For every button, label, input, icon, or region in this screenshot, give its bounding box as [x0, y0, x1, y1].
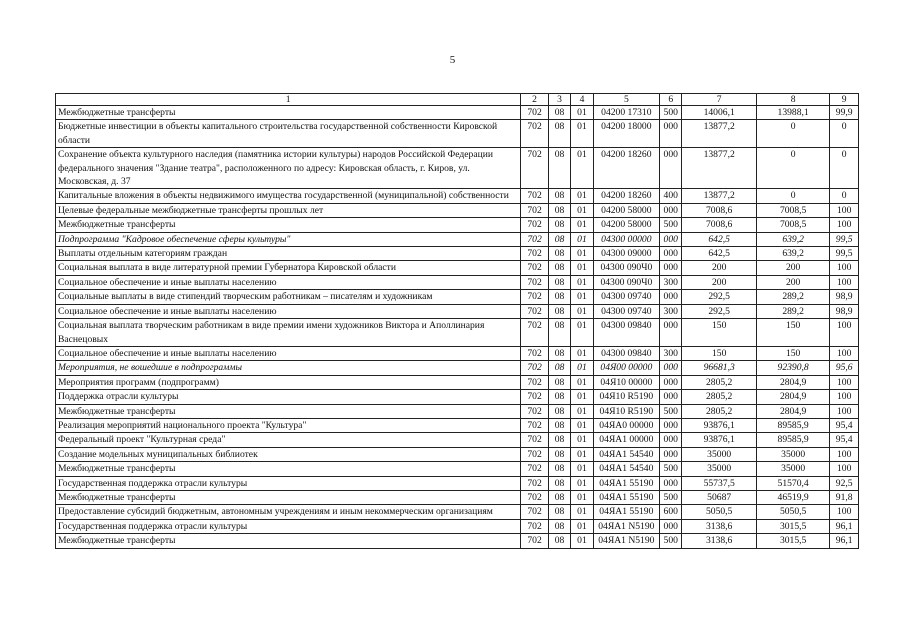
subsection-cell: 01	[571, 275, 593, 289]
subsection-cell: 01	[571, 476, 593, 490]
section-cell: 08	[548, 261, 570, 275]
budget-code-cell: 702	[521, 519, 549, 533]
subsection-cell: 01	[571, 290, 593, 304]
target-article-cell: 04Я10 00000	[593, 375, 659, 389]
section-cell: 08	[548, 361, 570, 375]
target-article-cell: 04Я10 R5190	[593, 404, 659, 418]
subsection-cell: 01	[571, 534, 593, 548]
subsection-cell: 01	[571, 261, 593, 275]
executed-amount-cell: 5050,5	[756, 505, 829, 519]
expense-type-cell: 500	[660, 490, 682, 504]
subsection-cell: 01	[571, 247, 593, 261]
expense-type-cell: 000	[660, 148, 682, 189]
budget-code-cell: 702	[521, 120, 549, 148]
percent-cell: 100	[830, 203, 859, 217]
planned-amount-cell: 96681,3	[682, 361, 756, 375]
target-article-cell: 04ЯА1 54540	[593, 462, 659, 476]
row-name-cell: Межбюджетные трансферты	[56, 462, 521, 476]
executed-amount-cell: 2804,9	[756, 390, 829, 404]
row-name-cell: Социальная выплата творческим работникам в виде премии имени художников Виктора и Аполлинария Васнецовых	[56, 319, 521, 347]
section-cell: 08	[548, 148, 570, 189]
row-name-cell: Мероприятия, не вошедшие в подпрограммы	[56, 361, 521, 375]
planned-amount-cell: 5050,5	[682, 505, 756, 519]
budget-code-cell: 702	[521, 189, 549, 203]
subsection-cell: 01	[571, 462, 593, 476]
expense-type-cell: 000	[660, 232, 682, 246]
table-row	[56, 462, 859, 476]
table-row	[56, 247, 859, 261]
expense-type-cell: 000	[660, 319, 682, 347]
section-cell: 08	[548, 346, 570, 360]
section-cell: 08	[548, 447, 570, 461]
executed-amount-cell: 0	[756, 148, 829, 189]
percent-cell: 96,1	[830, 519, 859, 533]
subsection-cell: 01	[571, 148, 593, 189]
executed-amount-cell: 89585,9	[756, 433, 829, 447]
subsection-cell: 01	[571, 505, 593, 519]
target-article-cell: 04200 18260	[593, 148, 659, 189]
row-name-cell: Государственная поддержка отрасли культуры	[56, 519, 521, 533]
expense-type-cell: 000	[660, 120, 682, 148]
target-article-cell: 04300 09740	[593, 290, 659, 304]
section-cell: 08	[548, 189, 570, 203]
table-row	[56, 232, 859, 246]
table-row	[56, 505, 859, 519]
target-article-cell: 04300 09740	[593, 304, 659, 318]
subsection-cell: 01	[571, 375, 593, 389]
table-row	[56, 418, 859, 432]
table-row	[56, 148, 859, 189]
target-article-cell: 04200 18260	[593, 189, 659, 203]
table-row	[56, 390, 859, 404]
executed-amount-cell: 289,2	[756, 304, 829, 318]
section-cell: 08	[548, 106, 570, 120]
table-row	[56, 404, 859, 418]
section-cell: 08	[548, 304, 570, 318]
column-header: 2	[521, 94, 549, 106]
budget-code-cell: 702	[521, 319, 549, 347]
planned-amount-cell: 14006,1	[682, 106, 756, 120]
planned-amount-cell: 2805,2	[682, 375, 756, 389]
subsection-cell: 01	[571, 319, 593, 347]
executed-amount-cell: 150	[756, 319, 829, 347]
target-article-cell: 04300 09000	[593, 247, 659, 261]
column-header: 6	[660, 94, 682, 106]
target-article-cell: 04200 18000	[593, 120, 659, 148]
subsection-cell: 01	[571, 304, 593, 318]
budget-code-cell: 702	[521, 346, 549, 360]
percent-cell: 98,9	[830, 304, 859, 318]
budget-code-cell: 702	[521, 275, 549, 289]
row-name-cell: Мероприятия программ (подпрограмм)	[56, 375, 521, 389]
executed-amount-cell: 13988,1	[756, 106, 829, 120]
percent-cell: 100	[830, 319, 859, 347]
section-cell: 08	[548, 418, 570, 432]
page-number: 5	[449, 54, 456, 66]
expense-type-cell: 300	[660, 304, 682, 318]
planned-amount-cell: 642,5	[682, 232, 756, 246]
budget-code-cell: 702	[521, 534, 549, 548]
budget-table	[55, 93, 859, 549]
row-name-cell: Выплаты отдельным категориям граждан	[56, 247, 521, 261]
target-article-cell: 04300 09840	[593, 346, 659, 360]
table-row	[56, 361, 859, 375]
percent-cell: 95,4	[830, 433, 859, 447]
subsection-cell: 01	[571, 519, 593, 533]
section-cell: 08	[548, 490, 570, 504]
executed-amount-cell: 51570,4	[756, 476, 829, 490]
executed-amount-cell: 7008,5	[756, 203, 829, 217]
percent-cell: 100	[830, 447, 859, 461]
target-article-cell: 04200 58000	[593, 218, 659, 232]
row-name-cell: Социальное обеспечение и иные выплаты населению	[56, 304, 521, 318]
expense-type-cell: 000	[660, 433, 682, 447]
percent-cell: 100	[830, 261, 859, 275]
expense-type-cell: 500	[660, 218, 682, 232]
section-cell: 08	[548, 462, 570, 476]
percent-cell: 100	[830, 346, 859, 360]
planned-amount-cell: 13877,2	[682, 189, 756, 203]
budget-code-cell: 702	[521, 247, 549, 261]
budget-code-cell: 702	[521, 433, 549, 447]
section-cell: 08	[548, 290, 570, 304]
table-row	[56, 490, 859, 504]
target-article-cell: 04Я10 R5190	[593, 390, 659, 404]
planned-amount-cell: 7008,6	[682, 218, 756, 232]
table-row	[56, 218, 859, 232]
table-row	[56, 447, 859, 461]
budget-code-cell: 702	[521, 476, 549, 490]
table-row	[56, 106, 859, 120]
table-row	[56, 319, 859, 347]
table-row	[56, 534, 859, 548]
table-row	[56, 304, 859, 318]
subsection-cell: 01	[571, 390, 593, 404]
table-row	[56, 375, 859, 389]
executed-amount-cell: 3015,5	[756, 519, 829, 533]
percent-cell: 100	[830, 404, 859, 418]
executed-amount-cell: 289,2	[756, 290, 829, 304]
subsection-cell: 01	[571, 232, 593, 246]
percent-cell: 95,4	[830, 418, 859, 432]
table-row	[56, 275, 859, 289]
expense-type-cell: 500	[660, 106, 682, 120]
expense-type-cell: 000	[660, 447, 682, 461]
budget-code-cell: 702	[521, 203, 549, 217]
executed-amount-cell: 200	[756, 261, 829, 275]
row-name-cell: Создание модельных муниципальных библиотек	[56, 447, 521, 461]
subsection-cell: 01	[571, 447, 593, 461]
executed-amount-cell: 639,2	[756, 247, 829, 261]
table-row	[56, 189, 859, 203]
table-row	[56, 261, 859, 275]
percent-cell: 0	[830, 120, 859, 148]
row-name-cell: Государственная поддержка отрасли культуры	[56, 476, 521, 490]
table-body	[56, 106, 859, 549]
section-cell: 08	[548, 375, 570, 389]
expense-type-cell: 500	[660, 404, 682, 418]
section-cell: 08	[548, 404, 570, 418]
planned-amount-cell: 13877,2	[682, 120, 756, 148]
row-name-cell: Межбюджетные трансферты	[56, 534, 521, 548]
target-article-cell: 04ЯА1 55190	[593, 476, 659, 490]
expense-type-cell: 400	[660, 189, 682, 203]
budget-code-cell: 702	[521, 404, 549, 418]
target-article-cell: 04300 00000	[593, 232, 659, 246]
percent-cell: 100	[830, 375, 859, 389]
target-article-cell: 04300 09840	[593, 319, 659, 347]
planned-amount-cell: 150	[682, 319, 756, 347]
planned-amount-cell: 3138,6	[682, 534, 756, 548]
executed-amount-cell: 46519,9	[756, 490, 829, 504]
subsection-cell: 01	[571, 404, 593, 418]
budget-code-cell: 702	[521, 418, 549, 432]
row-name-cell: Межбюджетные трансферты	[56, 490, 521, 504]
table-row	[56, 476, 859, 490]
planned-amount-cell: 13877,2	[682, 148, 756, 189]
executed-amount-cell: 92390,8	[756, 361, 829, 375]
section-cell: 08	[548, 433, 570, 447]
section-cell: 08	[548, 275, 570, 289]
expense-type-cell: 000	[660, 203, 682, 217]
planned-amount-cell: 3138,6	[682, 519, 756, 533]
budget-code-cell: 702	[521, 218, 549, 232]
expense-type-cell: 000	[660, 247, 682, 261]
planned-amount-cell: 200	[682, 261, 756, 275]
executed-amount-cell: 7008,5	[756, 218, 829, 232]
column-header: 4	[571, 94, 593, 106]
executed-amount-cell: 2804,9	[756, 375, 829, 389]
executed-amount-cell: 35000	[756, 462, 829, 476]
section-cell: 08	[548, 247, 570, 261]
target-article-cell: 04300 090Ч0	[593, 275, 659, 289]
table-row	[56, 290, 859, 304]
budget-code-cell: 702	[521, 106, 549, 120]
budget-code-cell: 702	[521, 148, 549, 189]
planned-amount-cell: 200	[682, 275, 756, 289]
percent-cell: 99,5	[830, 232, 859, 246]
section-cell: 08	[548, 120, 570, 148]
executed-amount-cell: 2804,9	[756, 404, 829, 418]
planned-amount-cell: 292,5	[682, 304, 756, 318]
column-header: 8	[756, 94, 829, 106]
expense-type-cell: 300	[660, 346, 682, 360]
budget-code-cell: 702	[521, 490, 549, 504]
planned-amount-cell: 2805,2	[682, 404, 756, 418]
target-article-cell: 04ЯА1 54540	[593, 447, 659, 461]
row-name-cell: Сохранение объекта культурного наследия (памятника истории культуры) народов Российской Федерации федерального значения "Здание театра", расположенного по адресу: Кировская область, г. Киров, ул. Московская, д. 37	[56, 148, 521, 189]
percent-cell: 96,1	[830, 534, 859, 548]
column-header: 5	[593, 94, 659, 106]
row-name-cell: Межбюджетные трансферты	[56, 218, 521, 232]
percent-cell: 98,9	[830, 290, 859, 304]
executed-amount-cell: 0	[756, 120, 829, 148]
expense-type-cell: 000	[660, 261, 682, 275]
expense-type-cell: 000	[660, 418, 682, 432]
planned-amount-cell: 35000	[682, 462, 756, 476]
section-cell: 08	[548, 519, 570, 533]
target-article-cell: 04ЯА1 00000	[593, 433, 659, 447]
table-row	[56, 203, 859, 217]
column-header: 1	[56, 94, 521, 106]
budget-code-cell: 702	[521, 505, 549, 519]
planned-amount-cell: 642,5	[682, 247, 756, 261]
budget-code-cell: 702	[521, 290, 549, 304]
row-name-cell: Социальное обеспечение и иные выплаты населению	[56, 275, 521, 289]
planned-amount-cell: 50687	[682, 490, 756, 504]
section-cell: 08	[548, 218, 570, 232]
row-name-cell: Подпрограмма "Кадровое обеспечение сферы культуры"	[56, 232, 521, 246]
row-name-cell: Социальные выплаты в виде стипендий творческим работникам – писателям и художникам	[56, 290, 521, 304]
section-cell: 08	[548, 203, 570, 217]
executed-amount-cell: 200	[756, 275, 829, 289]
budget-code-cell: 702	[521, 462, 549, 476]
table-row	[56, 433, 859, 447]
expense-type-cell: 000	[660, 361, 682, 375]
planned-amount-cell: 55737,5	[682, 476, 756, 490]
percent-cell: 95,6	[830, 361, 859, 375]
budget-code-cell: 702	[521, 304, 549, 318]
subsection-cell: 01	[571, 490, 593, 504]
percent-cell: 91,8	[830, 490, 859, 504]
executed-amount-cell: 0	[756, 189, 829, 203]
planned-amount-cell: 93876,1	[682, 433, 756, 447]
target-article-cell: 04300 090Ч0	[593, 261, 659, 275]
budget-code-cell: 702	[521, 375, 549, 389]
percent-cell: 99,5	[830, 247, 859, 261]
expense-type-cell: 000	[660, 390, 682, 404]
expense-type-cell: 600	[660, 505, 682, 519]
section-cell: 08	[548, 476, 570, 490]
column-header: 9	[830, 94, 859, 106]
executed-amount-cell: 89585,9	[756, 418, 829, 432]
percent-cell: 0	[830, 148, 859, 189]
column-header: 7	[682, 94, 756, 106]
executed-amount-cell: 35000	[756, 447, 829, 461]
section-cell: 08	[548, 319, 570, 347]
subsection-cell: 01	[571, 203, 593, 217]
executed-amount-cell: 3015,5	[756, 534, 829, 548]
row-name-cell: Целевые федеральные межбюджетные трансферты прошлых лет	[56, 203, 521, 217]
planned-amount-cell: 35000	[682, 447, 756, 461]
budget-code-cell: 702	[521, 361, 549, 375]
target-article-cell: 04ЯА1 N5190	[593, 519, 659, 533]
percent-cell: 99,9	[830, 106, 859, 120]
row-name-cell: Межбюджетные трансферты	[56, 106, 521, 120]
target-article-cell: 04200 58000	[593, 203, 659, 217]
subsection-cell: 01	[571, 120, 593, 148]
section-cell: 08	[548, 390, 570, 404]
expense-type-cell: 500	[660, 534, 682, 548]
target-article-cell: 04ЯА1 55190	[593, 490, 659, 504]
subsection-cell: 01	[571, 106, 593, 120]
target-article-cell: 04200 17310	[593, 106, 659, 120]
expense-type-cell: 000	[660, 375, 682, 389]
subsection-cell: 01	[571, 218, 593, 232]
subsection-cell: 01	[571, 346, 593, 360]
subsection-cell: 01	[571, 433, 593, 447]
expense-type-cell: 000	[660, 290, 682, 304]
row-name-cell: Бюджетные инвестиции в объекты капитального строительства государственной собственности Кировской области	[56, 120, 521, 148]
row-name-cell: Федеральный проект "Культурная среда"	[56, 433, 521, 447]
row-name-cell: Поддержка отрасли культуры	[56, 390, 521, 404]
row-name-cell: Социальное обеспечение и иные выплаты населению	[56, 346, 521, 360]
section-cell: 08	[548, 534, 570, 548]
row-name-cell: Предоставление субсидий бюджетным, автономным учреждениям и иным некоммерческим организациям	[56, 505, 521, 519]
budget-code-cell: 702	[521, 261, 549, 275]
section-cell: 08	[548, 505, 570, 519]
subsection-cell: 01	[571, 418, 593, 432]
subsection-cell: 01	[571, 361, 593, 375]
percent-cell: 100	[830, 218, 859, 232]
planned-amount-cell: 150	[682, 346, 756, 360]
subsection-cell: 01	[571, 189, 593, 203]
percent-cell: 100	[830, 505, 859, 519]
target-article-cell: 04ЯА1 N5190	[593, 534, 659, 548]
planned-amount-cell: 2805,2	[682, 390, 756, 404]
percent-cell: 100	[830, 275, 859, 289]
header-row	[56, 94, 859, 106]
executed-amount-cell: 150	[756, 346, 829, 360]
table-row	[56, 346, 859, 360]
row-name-cell: Социальная выплата в виде литературной премии Губернатора Кировской области	[56, 261, 521, 275]
table-row	[56, 519, 859, 533]
planned-amount-cell: 292,5	[682, 290, 756, 304]
section-cell: 08	[548, 232, 570, 246]
target-article-cell: 04Я00 00000	[593, 361, 659, 375]
target-article-cell: 04ЯА0 00000	[593, 418, 659, 432]
percent-cell: 100	[830, 390, 859, 404]
executed-amount-cell: 639,2	[756, 232, 829, 246]
expense-type-cell: 500	[660, 462, 682, 476]
budget-code-cell: 702	[521, 390, 549, 404]
percent-cell: 100	[830, 462, 859, 476]
percent-cell: 0	[830, 189, 859, 203]
column-header: 3	[548, 94, 570, 106]
planned-amount-cell: 93876,1	[682, 418, 756, 432]
row-name-cell: Межбюджетные трансферты	[56, 404, 521, 418]
row-name-cell: Капитальные вложения в объекты недвижимого имущества государственной (муниципальной) собственности	[56, 189, 521, 203]
table-row	[56, 120, 859, 148]
row-name-cell: Реализация мероприятий национального проекта "Культура"	[56, 418, 521, 432]
expense-type-cell: 000	[660, 476, 682, 490]
target-article-cell: 04ЯА1 55190	[593, 505, 659, 519]
budget-code-cell: 702	[521, 447, 549, 461]
percent-cell: 92,5	[830, 476, 859, 490]
budget-code-cell: 702	[521, 232, 549, 246]
expense-type-cell: 000	[660, 519, 682, 533]
planned-amount-cell: 7008,6	[682, 203, 756, 217]
expense-type-cell: 300	[660, 275, 682, 289]
